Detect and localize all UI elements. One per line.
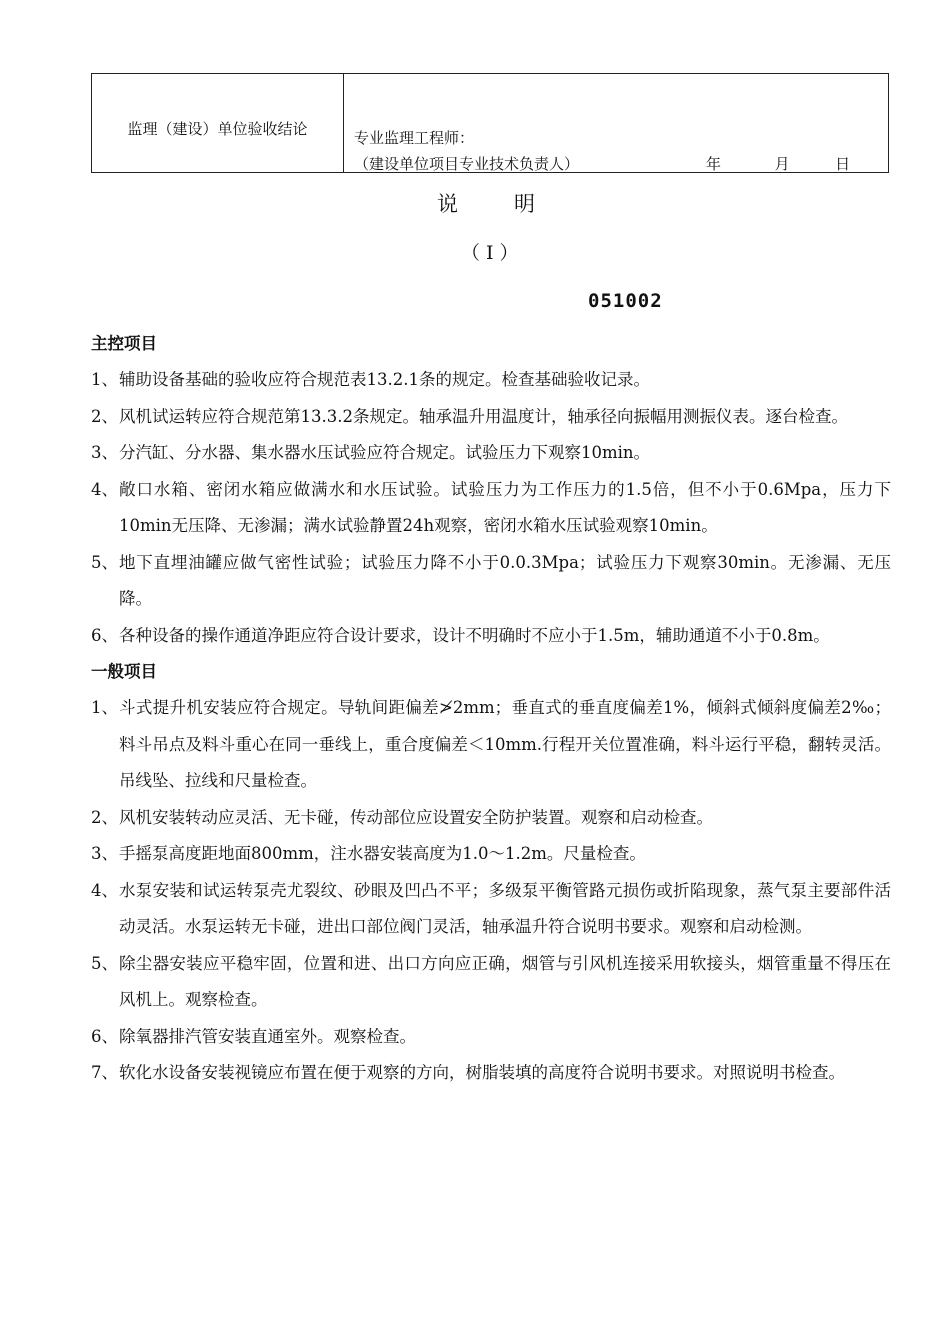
general-items-heading: 一般项目	[91, 662, 157, 681]
item-text: 风机安装转动应灵活、无卡碰，传动部位应设置安全防护装置。观察和启动检查。	[119, 807, 713, 827]
item-number: 4、	[91, 479, 118, 499]
instructions-body	[91, 326, 891, 1092]
title-char-2: 明	[514, 192, 535, 216]
general-item	[91, 946, 891, 1019]
item-text: 软化水设备安装视镜应布置在便于观察的方向，树脂装填的高度符合说明书要求。对照说明书检查。	[119, 1063, 845, 1082]
item-number: 6、	[91, 625, 118, 645]
date-month-label: 月	[774, 155, 790, 173]
item-text: 敞口水箱、密闭水箱应做满水和水压试验。试验压力为工作压力的1.5倍，但不小于0.6Mpa，压力下10min无压降、无渗漏；满水试验静置24h观察，密闭水箱水压试验观察10min。	[119, 479, 891, 535]
title-char-1: 说	[437, 192, 458, 216]
general-item	[91, 836, 891, 873]
main-item	[91, 435, 891, 472]
sign-table-left-cell	[92, 74, 344, 172]
main-item	[91, 399, 891, 436]
main-item	[91, 472, 891, 545]
owner-tech-lead-label: （建设单位项目专业技术负责人）	[354, 155, 580, 173]
main-item	[91, 545, 891, 618]
item-number: 1、	[91, 698, 118, 717]
form-code: 051002	[588, 290, 663, 312]
item-text: 除尘器安装应平稳牢固，位置和进、出口方向应正确，烟管与引风机连接采用软接头，烟管重量不得压在风机上。观察检查。	[119, 953, 891, 1009]
item-number: 3、	[91, 443, 118, 462]
acceptance-sign-table	[91, 73, 889, 173]
general-item	[91, 1055, 891, 1092]
sign-date	[706, 153, 850, 174]
main-item	[91, 362, 891, 399]
item-number: 5、	[91, 552, 118, 572]
item-number: 1、	[91, 370, 118, 389]
general-item	[91, 800, 891, 837]
item-number: 2、	[91, 406, 118, 426]
supervision-conclusion-label: 监理（建设）单位验收结论	[127, 120, 308, 138]
general-item	[91, 690, 891, 800]
item-text: 辅助设备基础的验收应符合规范表13.2.1条的规定。检查基础验收记录。	[119, 370, 650, 389]
main-item	[91, 618, 891, 655]
item-number: 2、	[91, 807, 118, 827]
supervision-engineer-label: 专业监理工程师：	[354, 129, 475, 147]
main-items-heading: 主控项目	[91, 334, 157, 353]
item-text: 斗式提升机安装应符合规定。导轨间距偏差≯2mm；垂直式的垂直度偏差1%，倾斜式倾斜度偏差2‰；料斗吊点及料斗重心在同一垂线上，重合度偏差＜10mm.行程开关位置准确，料斗运行平稳，翻转灵活。吊线坠、拉线和尺量检查。	[119, 698, 891, 790]
item-number: 4、	[91, 880, 118, 900]
sign-table-right-cell	[344, 74, 888, 172]
item-text: 风机试运转应符合规范第13.3.2条规定。轴承温升用温度计，轴承径向振幅用测振仪表。逐台检查。	[119, 406, 848, 426]
general-item	[91, 873, 891, 946]
date-day-label: 日	[835, 155, 851, 173]
item-text: 地下直埋油罐应做气密性试验；试验压力降不小于0.0.3Mpa；试验压力下观察30min。无渗漏、无压降。	[119, 552, 891, 608]
item-text: 分汽缸、分水器、集水器水压试验应符合规定。试验压力下观察10min。	[119, 443, 651, 462]
item-text: 手摇泵高度距地面800mm，注水器安装高度为1.0～1.2m。尺量检查。	[119, 844, 646, 863]
item-number: 3、	[91, 844, 118, 863]
item-text: 除氧器排汽管安装直通室外。观察检查。	[119, 1026, 416, 1046]
general-item	[91, 1019, 891, 1056]
item-text: 各种设备的操作通道净距应符合设计要求，设计不明确时不应小于1.5m，辅助通道不小于0.8m。	[119, 625, 830, 645]
date-year-label: 年	[706, 155, 722, 173]
item-number: 7、	[91, 1063, 118, 1082]
item-number: 5、	[91, 953, 118, 973]
item-number: 6、	[91, 1026, 118, 1046]
section-number: （Ⅰ）	[461, 242, 525, 264]
item-text: 水泵安装和试运转泵壳尤裂纹、砂眼及凹凸不平；多级泵平衡管路元损伤或折陷现象，蒸气泵主要部件活动灵活。水泵运转无卡碰，进出口部位阀门灵活，轴承温升符合说明书要求。观察和启动检测。	[119, 880, 891, 936]
